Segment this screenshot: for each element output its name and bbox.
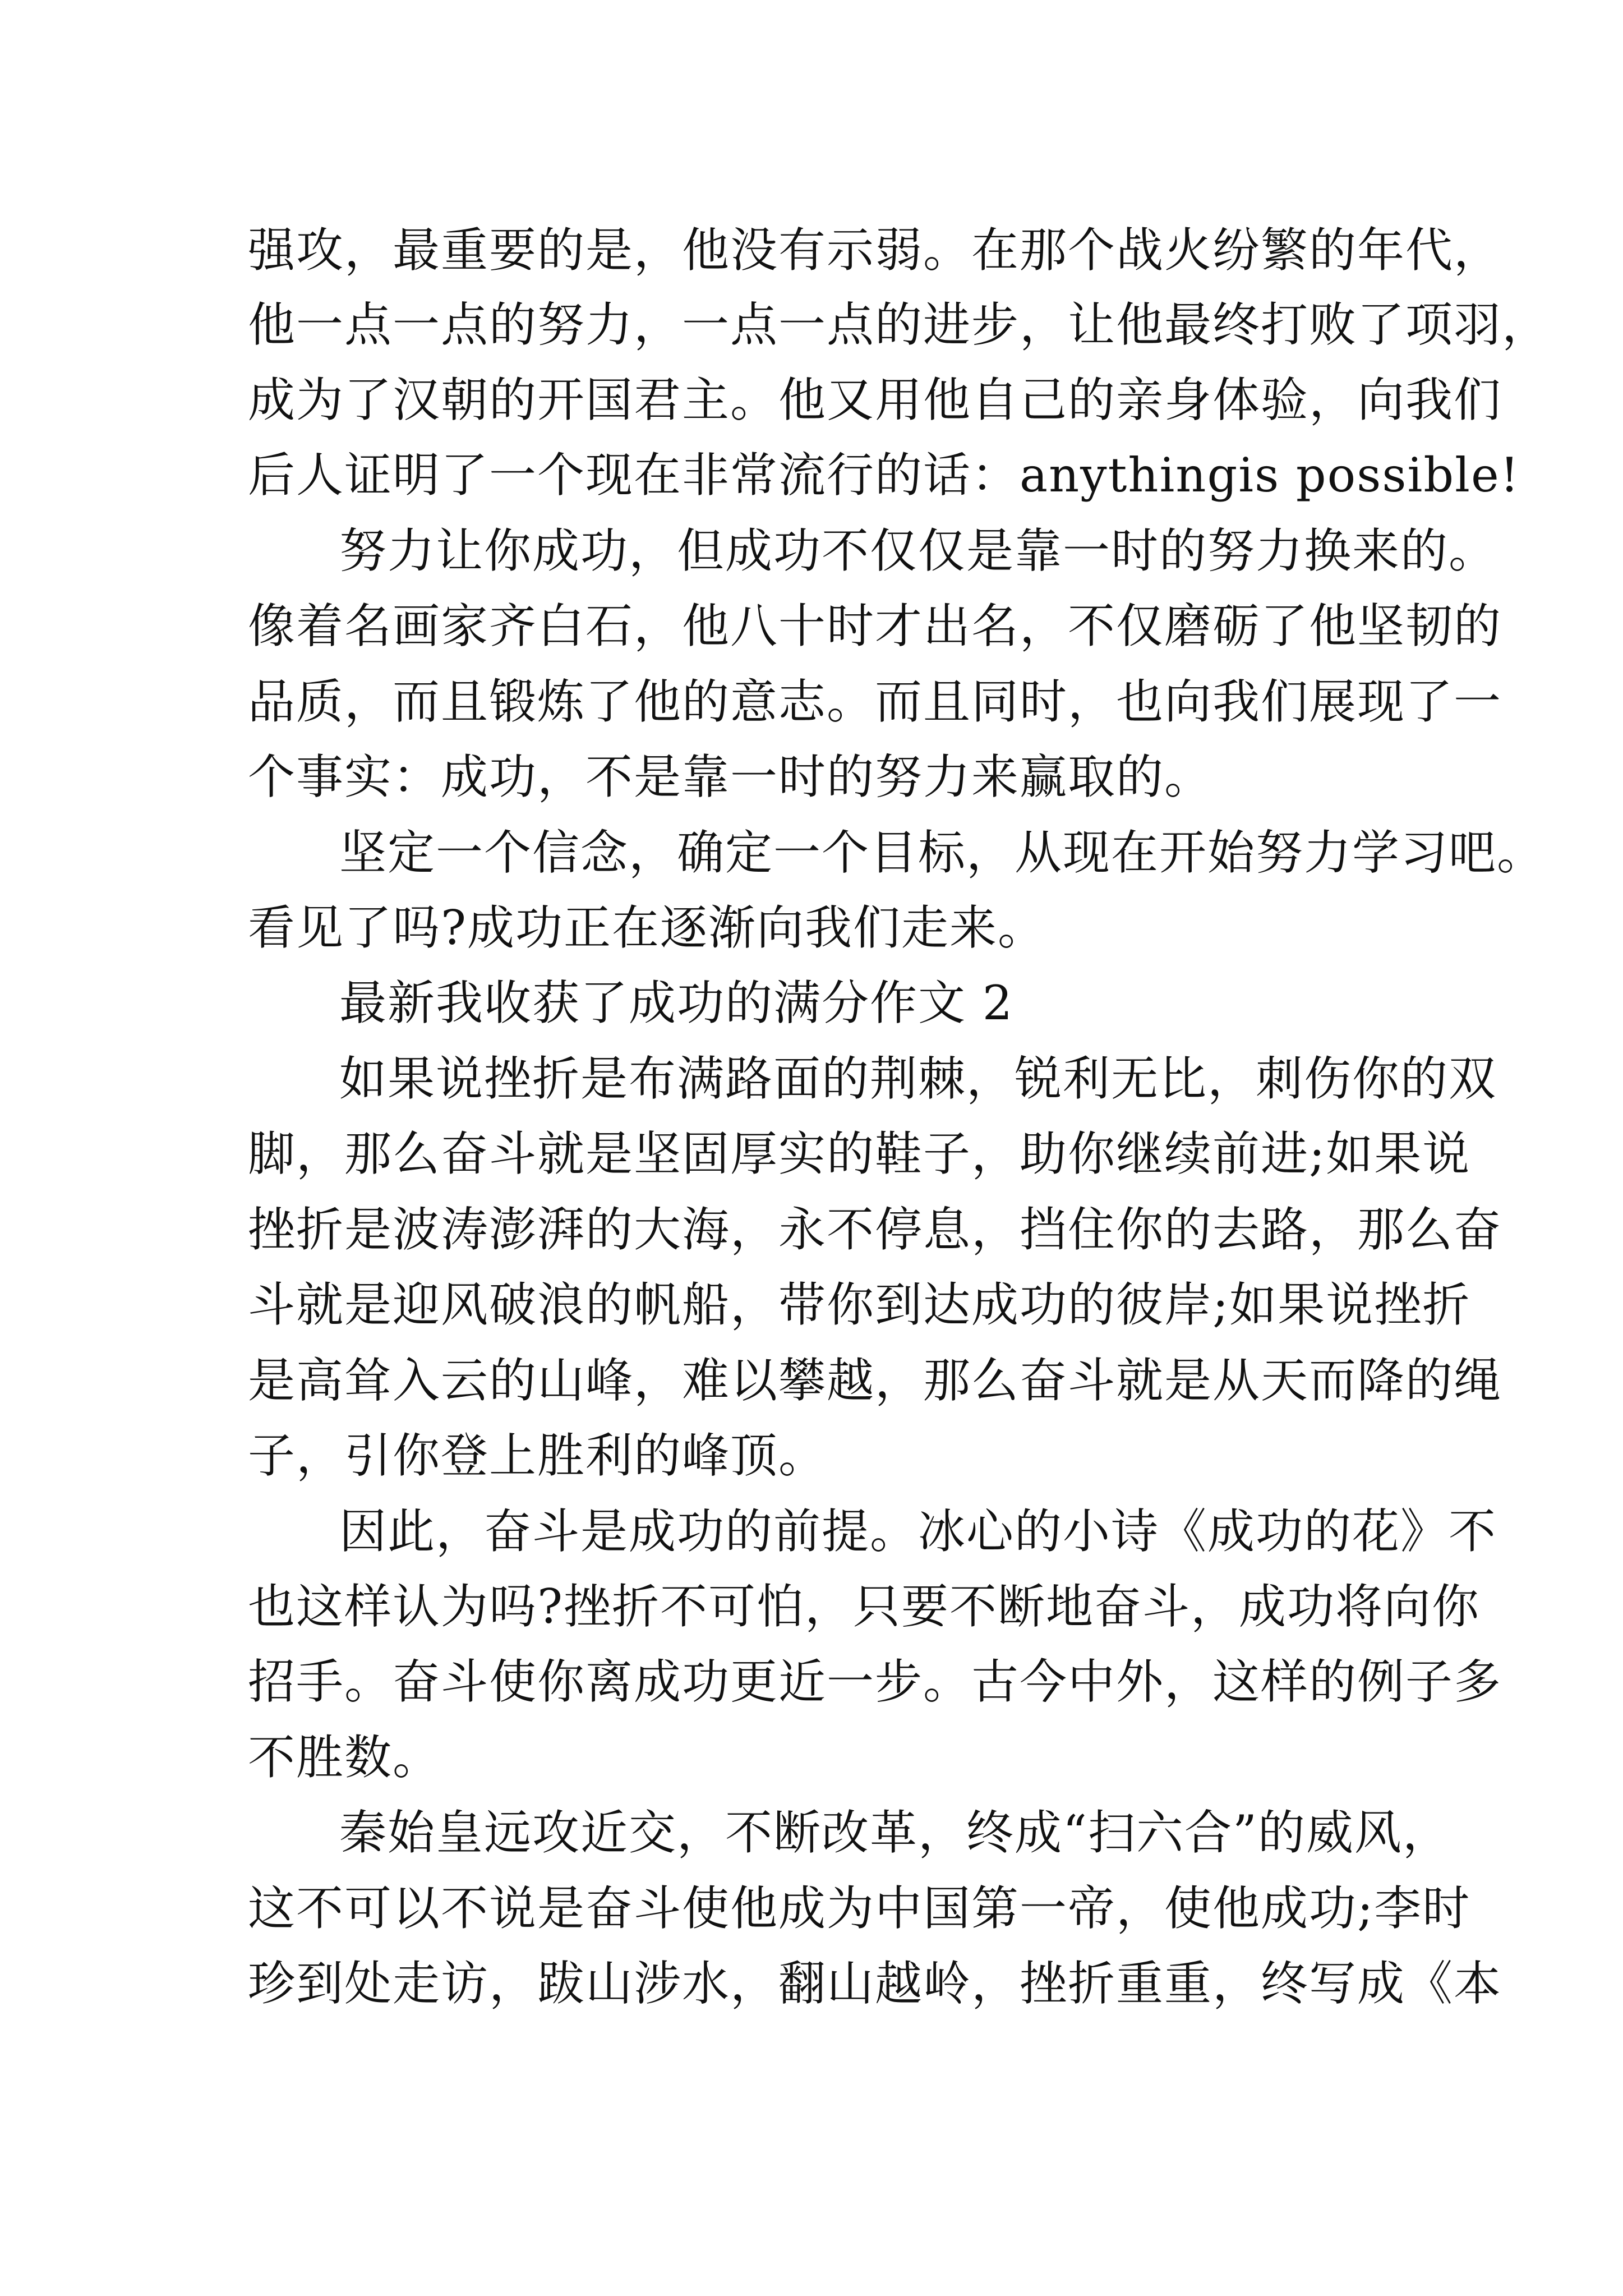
text-line: 子，引你登上胜利的峰顶。 [248, 1428, 827, 1483]
text-line: 个事实：成功，不是靠一时的努力来赢取的。 [248, 749, 1213, 804]
paragraph-start-line: 努力让你成功，但成功不仅仅是靠一时的努力换来的。 [339, 523, 1497, 578]
text-line: 后人证明了一个现在非常流行的话：anythingis possible! [248, 448, 1520, 503]
text-line: 是高耸入云的山峰，难以攀越，那么奋斗就是从天而降的绳 [248, 1353, 1502, 1408]
text-line: 像着名画家齐白石，他八十时才出名，不仅磨砺了他坚韧的 [248, 599, 1502, 654]
text-line: 看见了吗?成功正在逐渐向我们走来。 [248, 900, 1046, 955]
text-line: 也这样认为吗?挫折不可怕，只要不断地奋斗，成功将向你 [248, 1579, 1481, 1634]
text-line: 招手。奋斗使你离成功更近一步。古今中外，这样的例子多 [248, 1654, 1502, 1709]
paragraph-start-line: 因此，奋斗是成功的前提。冰心的小诗《成功的花》不 [339, 1504, 1497, 1559]
paragraph-start-line: 如果说挫折是布满路面的荆棘，锐利无比，刺伤你的双 [339, 1051, 1497, 1106]
text-line: 脚，那么奋斗就是坚固厚实的鞋子，助你继续前进;如果说 [248, 1126, 1471, 1181]
paragraph-start-line: 秦始皇远攻近交，不断改革，终成“扫六合”的威风， [339, 1805, 1451, 1860]
text-line: 强攻，最重要的是，他没有示弱。在那个战火纷繁的年代， [248, 223, 1502, 278]
text-line: 挫折是波涛澎湃的大海，永不停息，挡住你的去路，那么奋 [248, 1202, 1502, 1257]
text-line: 珍到处走访，跋山涉水，翻山越岭，挫折重重，终写成《本 [248, 1956, 1502, 2011]
text-line: 品质，而且锻炼了他的意志。而且同时，也向我们展现了一 [248, 674, 1502, 729]
text-line: 这不可以不说是奋斗使他成为中国第一帝，使他成功;李时 [248, 1881, 1471, 1936]
text-line: 成为了汉朝的开国君主。他又用他自己的亲身体验，向我们 [248, 372, 1502, 427]
text-line: 他一点一点的努力，一点一点的进步，让他最终打败了项羽， [248, 297, 1551, 352]
text-line: 不胜数。 [248, 1730, 441, 1785]
section-heading: 最新我收获了成功的满分作文 2 [339, 976, 1014, 1030]
text-line: 斗就是迎风破浪的帆船，带你到达成功的彼岸;如果说挫折 [248, 1277, 1471, 1332]
paragraph-start-line: 坚定一个信念，确定一个目标，从现在开始努力学习吧。 [339, 825, 1546, 880]
